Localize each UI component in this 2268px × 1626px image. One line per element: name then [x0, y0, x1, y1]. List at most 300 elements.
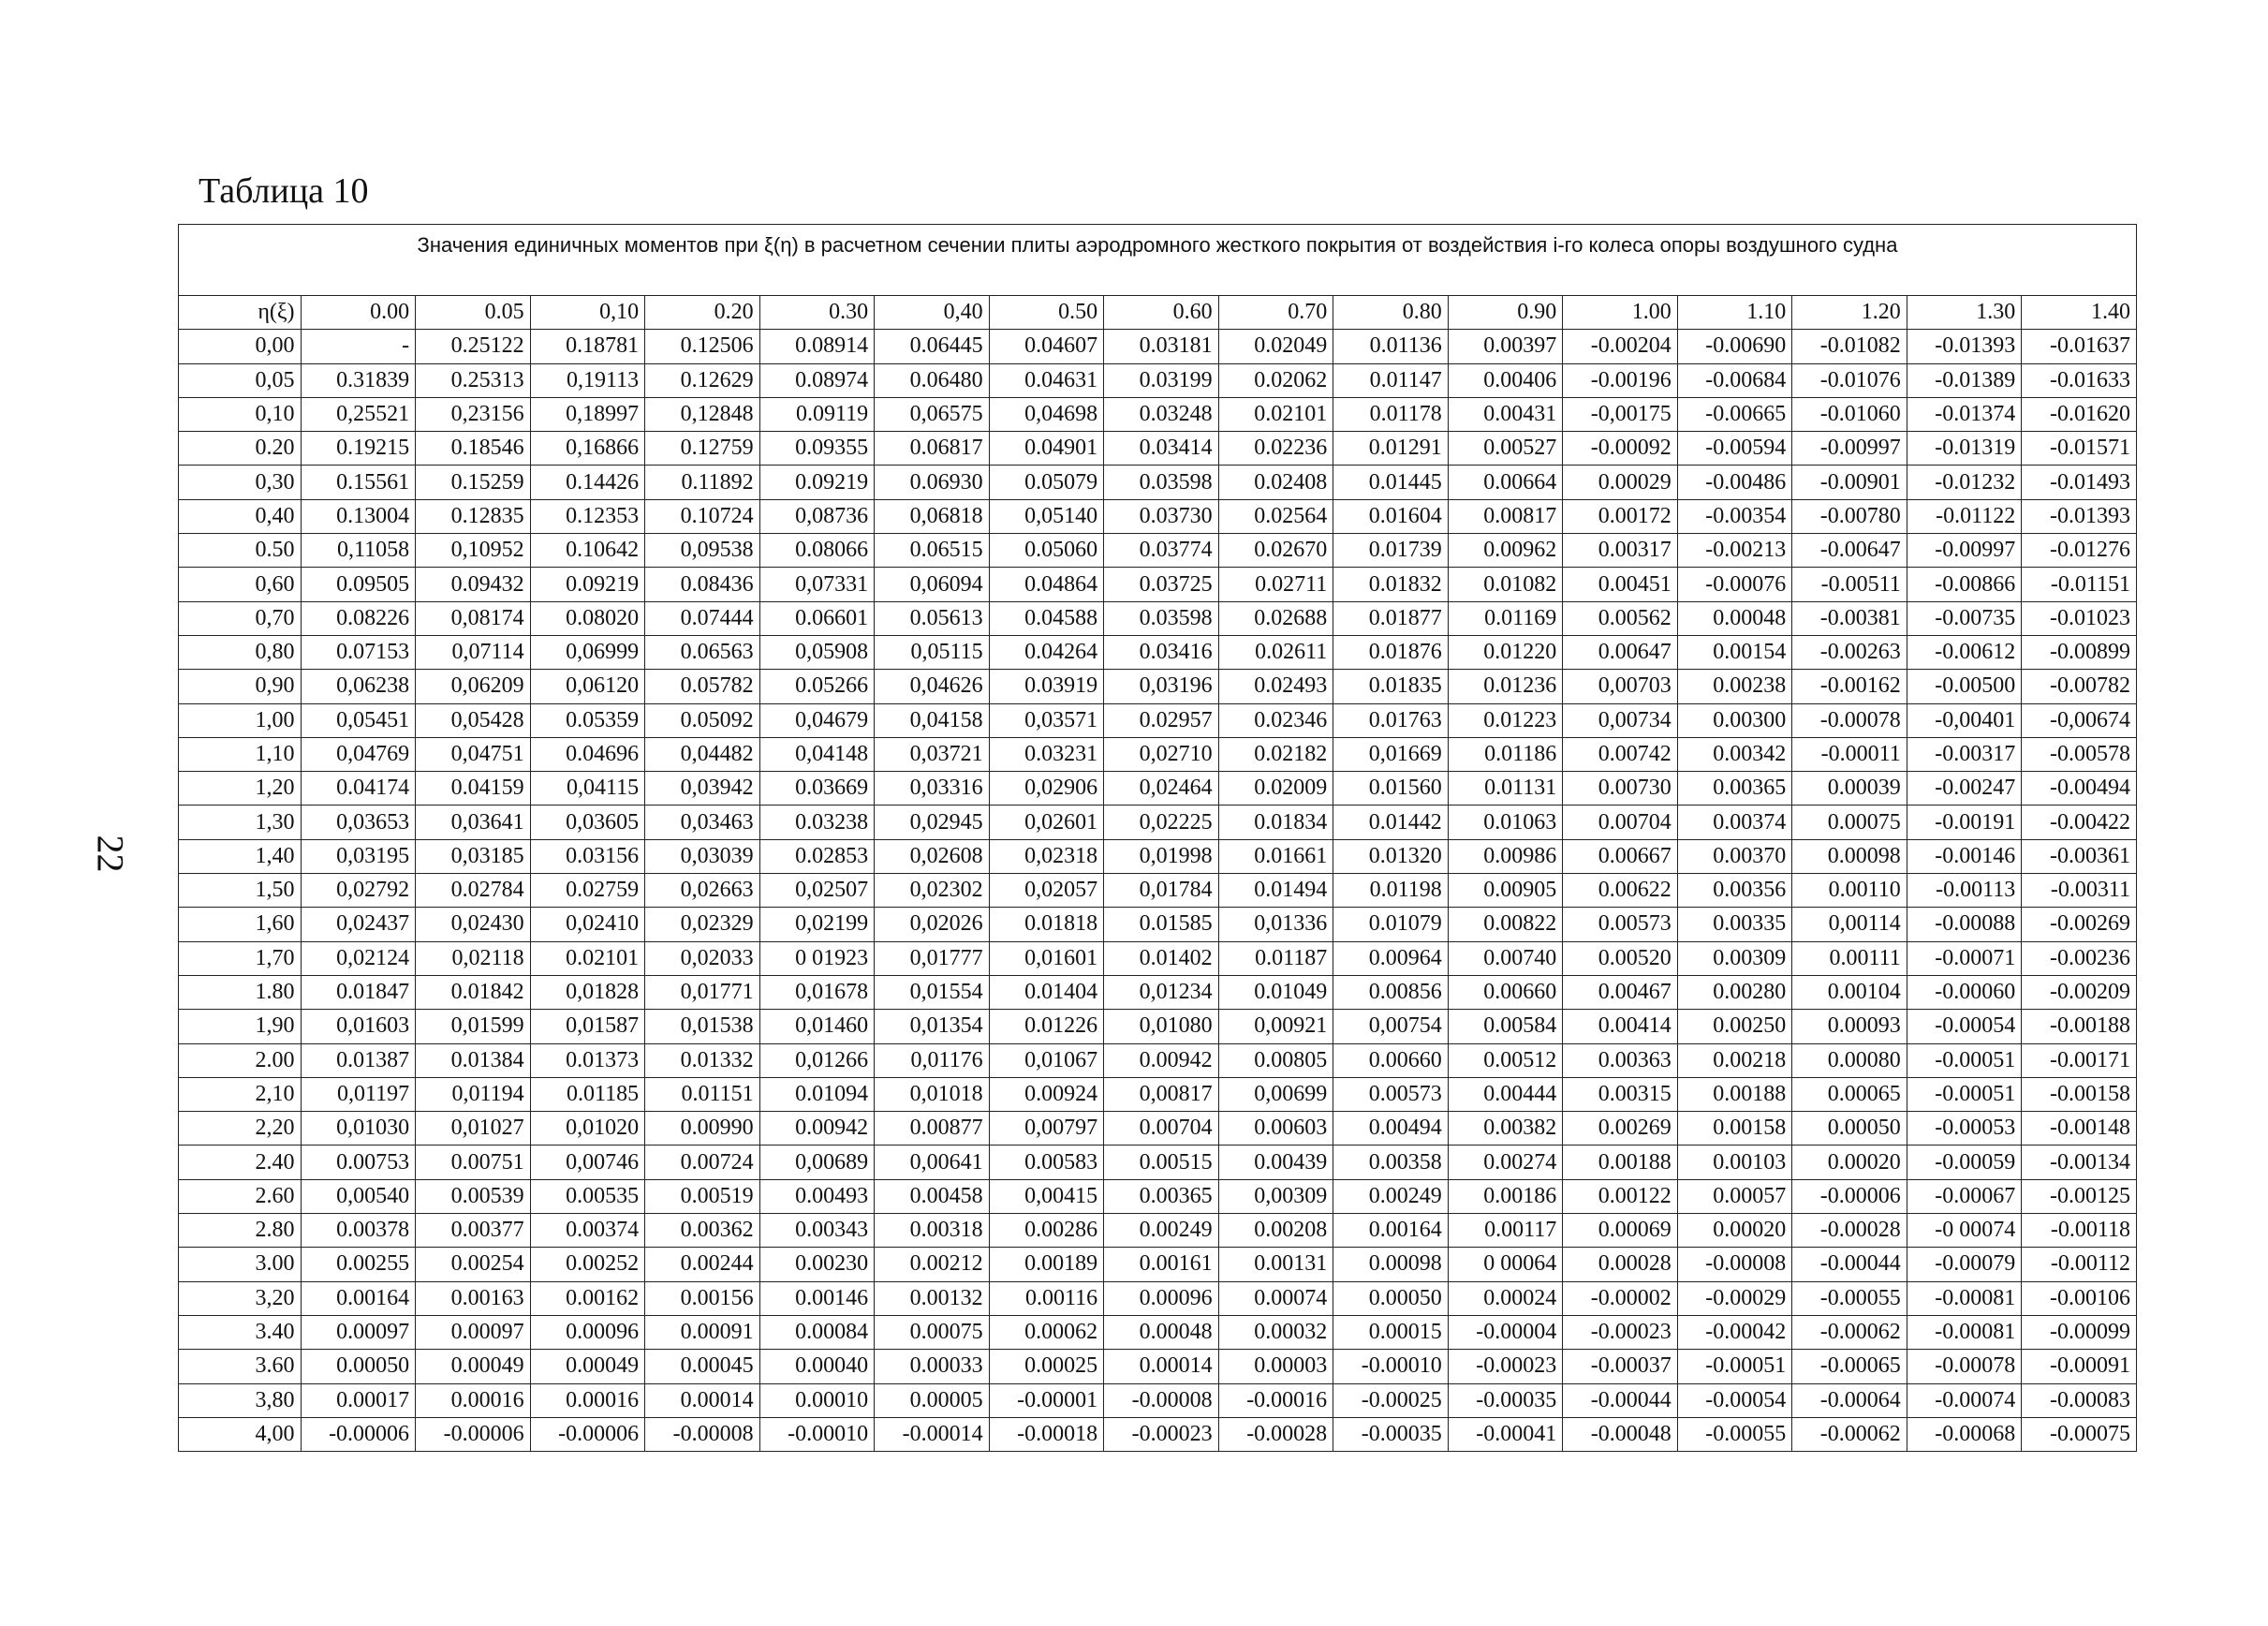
- table-cell: -0.00263: [1792, 635, 1907, 669]
- table-cell: 0.00252: [530, 1248, 645, 1281]
- table-cell: 0.00091: [645, 1315, 760, 1349]
- table-cell: -0.00054: [1907, 1010, 2022, 1043]
- table-cell: 0,18997: [530, 397, 645, 431]
- table-cell: 0,02318: [989, 839, 1104, 873]
- table-cell: 0,03039: [645, 839, 760, 873]
- table-cell: -0.00051: [1677, 1350, 1792, 1383]
- table-caption: Значения единичных моментов при ξ(η) в расчетном сечении плиты аэродромного жесткого покрытия от воздействия i-го колеса опоры воздушного судна: [179, 225, 2137, 296]
- table-cell: 0.02711: [1218, 568, 1333, 601]
- table-cell: 0,02663: [645, 874, 760, 908]
- table-cell: 0.01094: [759, 1077, 875, 1111]
- table-cell: 0.01876: [1333, 635, 1449, 669]
- table-cell: -0.00028: [1792, 1214, 1907, 1248]
- table-cell: -0.00010: [759, 1417, 875, 1451]
- table-cell: 0.00096: [1104, 1281, 1219, 1315]
- column-header: 0.30: [759, 296, 875, 330]
- table-cell: 0,06575: [875, 397, 990, 431]
- table-cell: 0.00131: [1218, 1248, 1333, 1281]
- table-cell: 0.01187: [1218, 941, 1333, 975]
- table-cell: -0.00051: [1907, 1077, 2022, 1111]
- table-cell: -0.00067: [1907, 1179, 2022, 1213]
- row-header: 0,60: [179, 568, 302, 601]
- table-cell: 0.05359: [530, 703, 645, 737]
- table-cell: 0.00660: [1448, 975, 1563, 1009]
- table-cell: -0.00010: [1333, 1350, 1449, 1383]
- table-cell: -0.01060: [1792, 397, 1907, 431]
- table-cell: -0.00125: [2022, 1179, 2137, 1213]
- table-cell: 0.00583: [989, 1146, 1104, 1179]
- table-cell: 0,01018: [875, 1077, 990, 1111]
- table-cell: 0.12353: [530, 499, 645, 533]
- table-cell: 0,02945: [875, 806, 990, 839]
- table-cell: 0,01998: [1104, 839, 1219, 873]
- table-cell: -0.01082: [1792, 330, 1907, 363]
- table-cell: 0,02033: [645, 941, 760, 975]
- table-cell: -0.01620: [2022, 397, 2137, 431]
- table-cell: 0.01373: [530, 1043, 645, 1077]
- table-cell: 0.00016: [530, 1383, 645, 1417]
- row-header: 2.00: [179, 1043, 302, 1077]
- table-cell: 0.00045: [645, 1350, 760, 1383]
- table-row: [179, 806, 2137, 839]
- table-cell: -0.00083: [2022, 1383, 2137, 1417]
- table-cell: 0.00110: [1792, 874, 1907, 908]
- table-cell: 0.00080: [1792, 1043, 1907, 1077]
- column-header: 0.80: [1333, 296, 1449, 330]
- table-cell: 0.00062: [989, 1315, 1104, 1349]
- table-cell: 0.00104: [1792, 975, 1907, 1009]
- corner-header: η(ξ): [179, 296, 302, 330]
- table-cell: 0.01320: [1333, 839, 1449, 873]
- table-cell: 0.00249: [1333, 1179, 1449, 1213]
- table-cell: -0.00053: [1907, 1112, 2022, 1146]
- table-cell: -0.00381: [1792, 601, 1907, 635]
- table-cell: 0.00924: [989, 1077, 1104, 1111]
- table-cell: 0.00363: [1563, 1043, 1678, 1077]
- table-cell: -0.00901: [1792, 466, 1907, 499]
- column-header: 0.00: [301, 296, 416, 330]
- table-cell: 0.01131: [1448, 772, 1563, 806]
- table-cell: -0.00158: [2022, 1077, 2137, 1111]
- table-row: [179, 1043, 2137, 1077]
- table-cell: 0.00535: [530, 1179, 645, 1213]
- table-cell: 0.02062: [1218, 363, 1333, 397]
- table-cell: 0.00704: [1563, 806, 1678, 839]
- column-header: 0.60: [1104, 296, 1219, 330]
- table-cell: -0,00674: [2022, 703, 2137, 737]
- table-row: [179, 568, 2137, 601]
- table-cell: 0.06817: [875, 432, 990, 466]
- table-cell: 0,01460: [759, 1010, 875, 1043]
- table-cell: 0,02906: [989, 772, 1104, 806]
- table-cell: 0.02688: [1218, 601, 1333, 635]
- table-cell: -0 00074: [1907, 1214, 2022, 1248]
- table-cell: -0.01232: [1907, 466, 2022, 499]
- table-cell: 0.00025: [989, 1350, 1104, 1383]
- table-cell: 0,06209: [416, 670, 531, 703]
- table-cell: 0 00064: [1448, 1248, 1563, 1281]
- table-cell: 0,01784: [1104, 874, 1219, 908]
- table-cell: -0.00899: [2022, 635, 2137, 669]
- table-cell: 0,04698: [989, 397, 1104, 431]
- table-cell: 0.00300: [1677, 703, 1792, 737]
- table-cell: -0.00055: [1677, 1417, 1792, 1451]
- table-cell: 0.02009: [1218, 772, 1333, 806]
- table-cell: 0,02410: [530, 908, 645, 941]
- table-cell: 0.00098: [1792, 839, 1907, 873]
- table-cell: 0.00014: [645, 1383, 760, 1417]
- table-cell: 0.01404: [989, 975, 1104, 1009]
- table-cell: 0.15561: [301, 466, 416, 499]
- table-cell: 0.06563: [645, 635, 760, 669]
- table-cell: -0.00035: [1448, 1383, 1563, 1417]
- table-cell: -0.00188: [2022, 1010, 2137, 1043]
- table-cell: 0.05266: [759, 670, 875, 703]
- table-label: Таблица 10: [199, 171, 369, 211]
- table-cell: 0.02182: [1218, 737, 1333, 771]
- table-cell: 0,02225: [1104, 806, 1219, 839]
- table-cell: 0,02437: [301, 908, 416, 941]
- table-cell: 0.01835: [1333, 670, 1449, 703]
- table-cell: 0,19113: [530, 363, 645, 397]
- table-cell: -0.00023: [1448, 1350, 1563, 1383]
- table-cell: -0.00578: [2022, 737, 2137, 771]
- table-cell: 0,03196: [1104, 670, 1219, 703]
- table-cell: 0.00730: [1563, 772, 1678, 806]
- table-cell: 0.01332: [645, 1043, 760, 1077]
- table-cell: 0.00122: [1563, 1179, 1678, 1213]
- table-cell: -0.00486: [1677, 466, 1792, 499]
- table-cell: -0.00055: [1792, 1281, 1907, 1315]
- table-cell: 0.01063: [1448, 806, 1563, 839]
- table-cell: 0.00822: [1448, 908, 1563, 941]
- table-cell: 0.00942: [1104, 1043, 1219, 1077]
- table-cell: 0,08174: [416, 601, 531, 635]
- table-cell: 0.00244: [645, 1248, 760, 1281]
- table-cell: 0.12759: [645, 432, 760, 466]
- table-cell: -: [301, 330, 416, 363]
- table-cell: -0.00113: [1907, 874, 2022, 908]
- table-cell: 0.01402: [1104, 941, 1219, 975]
- table-cell: 0.02784: [416, 874, 531, 908]
- table-cell: 0.01384: [416, 1043, 531, 1077]
- table-cell: 0.01147: [1333, 363, 1449, 397]
- table-cell: -0.01319: [1907, 432, 2022, 466]
- table-cell: 0,00699: [1218, 1077, 1333, 1111]
- table-cell: 0,01538: [645, 1010, 760, 1043]
- table-cell: 0.05782: [645, 670, 760, 703]
- table-cell: 0.06480: [875, 363, 990, 397]
- table-cell: 0.00817: [1448, 499, 1563, 533]
- table-cell: 0.00238: [1677, 670, 1792, 703]
- table-row: [179, 1214, 2137, 1248]
- table-cell: 0.03414: [1104, 432, 1219, 466]
- table-cell: 0,01599: [416, 1010, 531, 1043]
- row-header: 0,00: [179, 330, 302, 363]
- table-cell: 0.01220: [1448, 635, 1563, 669]
- row-header: 3.60: [179, 1350, 302, 1383]
- table-cell: 0.25313: [416, 363, 531, 397]
- table-cell: 0.04264: [989, 635, 1104, 669]
- table-cell: 0.04631: [989, 363, 1104, 397]
- table-cell: -0.00735: [1907, 601, 2022, 635]
- data-table: [178, 224, 2137, 1452]
- table-cell: -0.01571: [2022, 432, 2137, 466]
- table-cell: 0,03316: [875, 772, 990, 806]
- table-row: [179, 1146, 2137, 1179]
- table-cell: -0.00001: [989, 1383, 1104, 1417]
- table-cell: 0.00512: [1448, 1043, 1563, 1077]
- table-cell: 0,01777: [875, 941, 990, 975]
- table-cell: 0.00208: [1218, 1214, 1333, 1248]
- table-row: [179, 1112, 2137, 1146]
- table-cell: -0.00035: [1333, 1417, 1449, 1451]
- table-cell: 0,01336: [1218, 908, 1333, 941]
- table-cell: 0.14426: [530, 466, 645, 499]
- table-cell: -0.00006: [530, 1417, 645, 1451]
- row-header: 1,50: [179, 874, 302, 908]
- table-cell: 0.00016: [416, 1383, 531, 1417]
- table-cell: -0.00091: [2022, 1350, 2137, 1383]
- table-cell: 0.03416: [1104, 635, 1219, 669]
- column-header: 1.00: [1563, 296, 1678, 330]
- table-row: [179, 908, 2137, 941]
- row-header: 2,20: [179, 1112, 302, 1146]
- table-cell: -0.00023: [1104, 1417, 1219, 1451]
- table-cell: 0.01842: [416, 975, 531, 1009]
- table-cell: 0,10952: [416, 534, 531, 568]
- table-cell: 0.12835: [416, 499, 531, 533]
- table-cell: 0,04158: [875, 703, 990, 737]
- table-cell: 0,01194: [416, 1077, 531, 1111]
- table-row: [179, 1179, 2137, 1213]
- table-cell: 0,00540: [301, 1179, 416, 1213]
- table-cell: -0.00028: [1218, 1417, 1333, 1451]
- table-cell: 0,02710: [1104, 737, 1219, 771]
- table-cell: 0.00172: [1563, 499, 1678, 533]
- table-cell: 0.04588: [989, 601, 1104, 635]
- table-cell: 0,12848: [645, 397, 760, 431]
- table-cell: 0,03641: [416, 806, 531, 839]
- table-cell: -0.00500: [1907, 670, 2022, 703]
- row-header: 0,70: [179, 601, 302, 635]
- table-cell: 0.00397: [1448, 330, 1563, 363]
- table-cell: 0.00667: [1563, 839, 1678, 873]
- row-header: 0,90: [179, 670, 302, 703]
- table-cell: 0.00040: [759, 1350, 875, 1383]
- table-cell: 0.00905: [1448, 874, 1563, 908]
- table-cell: -0.00134: [2022, 1146, 2137, 1179]
- table-row: [179, 363, 2137, 397]
- table-cell: 0.01136: [1333, 330, 1449, 363]
- table-cell: -0.00079: [1907, 1248, 2022, 1281]
- table-row: [179, 703, 2137, 737]
- table-cell: -0.00041: [1448, 1417, 1563, 1451]
- table-cell: 0.00573: [1333, 1077, 1449, 1111]
- table-cell: 0.00382: [1448, 1112, 1563, 1146]
- row-header: 1,90: [179, 1010, 302, 1043]
- table-cell: -0.00016: [1218, 1383, 1333, 1417]
- table-cell: 0.01847: [301, 975, 416, 1009]
- table-cell: 0.00742: [1563, 737, 1678, 771]
- table-cell: 0.02564: [1218, 499, 1333, 533]
- table-cell: 0.04159: [416, 772, 531, 806]
- row-header: 2.80: [179, 1214, 302, 1248]
- table-cell: 0.00317: [1563, 534, 1678, 568]
- table-cell: 0,01027: [416, 1112, 531, 1146]
- column-header: 0.05: [416, 296, 531, 330]
- table-cell: 0,04115: [530, 772, 645, 806]
- table-cell: -0.01151: [2022, 568, 2137, 601]
- table-row: [179, 466, 2137, 499]
- table-cell: 0.03181: [1104, 330, 1219, 363]
- row-header: 2.60: [179, 1179, 302, 1213]
- table-cell: -0.00059: [1907, 1146, 2022, 1179]
- table-cell: -0.00191: [1907, 806, 2022, 839]
- table-cell: 0,03942: [645, 772, 760, 806]
- table-cell: 0.02759: [530, 874, 645, 908]
- table-cell: 0.08226: [301, 601, 416, 635]
- table-cell: 0.02236: [1218, 432, 1333, 466]
- table-cell: 0.00032: [1218, 1315, 1333, 1349]
- table-cell: 0,03185: [416, 839, 531, 873]
- table-row: [179, 941, 2137, 975]
- table-cell: 0.00048: [1104, 1315, 1219, 1349]
- table-cell: 0.00146: [759, 1281, 875, 1315]
- table-cell: 0,02430: [416, 908, 531, 941]
- table-cell: 0.00962: [1448, 534, 1563, 568]
- table-cell: 0.03199: [1104, 363, 1219, 397]
- table-cell: 0.00024: [1448, 1281, 1563, 1315]
- table-cell: 0.00573: [1563, 908, 1678, 941]
- column-header: 0.70: [1218, 296, 1333, 330]
- table-cell: 0,02026: [875, 908, 990, 941]
- table-cell: 0.00015: [1333, 1315, 1449, 1349]
- row-header: 3.00: [179, 1248, 302, 1281]
- column-header: 0,40: [875, 296, 990, 330]
- table-cell: 0.00075: [875, 1315, 990, 1349]
- table-cell: -0.00782: [2022, 670, 2137, 703]
- table-cell: -0.00078: [1907, 1350, 2022, 1383]
- table-cell: -0.00044: [1792, 1248, 1907, 1281]
- table-cell: -0.00997: [1792, 432, 1907, 466]
- table-cell: 0,03653: [301, 806, 416, 839]
- table-cell: -0.01393: [1907, 330, 2022, 363]
- table-cell: 0,02124: [301, 941, 416, 975]
- table-cell: -0.00002: [1563, 1281, 1678, 1315]
- table-cell: 0.07444: [645, 601, 760, 635]
- table-cell: -0,00175: [1563, 397, 1678, 431]
- table-cell: 0.00049: [530, 1350, 645, 1383]
- table-cell: 0.00444: [1448, 1077, 1563, 1111]
- table-cell: 0.07153: [301, 635, 416, 669]
- table-cell: 0,02792: [301, 874, 416, 908]
- table-cell: -0.00866: [1907, 568, 2022, 601]
- table-cell: 0.00704: [1104, 1112, 1219, 1146]
- table-cell: 0.03774: [1104, 534, 1219, 568]
- table-cell: 0.13004: [301, 499, 416, 533]
- table-cell: 0.01818: [989, 908, 1104, 941]
- column-header: 1.10: [1677, 296, 1792, 330]
- table-cell: 0.09219: [530, 568, 645, 601]
- table-cell: 0,05115: [875, 635, 990, 669]
- table-cell: 0.06930: [875, 466, 990, 499]
- table-row: [179, 499, 2137, 533]
- table-cell: 0,05908: [759, 635, 875, 669]
- table-cell: 0.03248: [1104, 397, 1219, 431]
- table-cell: -0.00099: [2022, 1315, 2137, 1349]
- table-cell: 0.00451: [1563, 568, 1678, 601]
- table-cell: -0.00076: [1677, 568, 1792, 601]
- table-cell: 0.00188: [1677, 1077, 1792, 1111]
- table-row: [179, 874, 2137, 908]
- table-cell: 0,06999: [530, 635, 645, 669]
- table-cell: 0.00020: [1792, 1146, 1907, 1179]
- table-cell: 0.01236: [1448, 670, 1563, 703]
- table-cell: 0.09432: [416, 568, 531, 601]
- table-cell: 0,02464: [1104, 772, 1219, 806]
- table-cell: 0.12629: [645, 363, 760, 397]
- table-cell: 0.00039: [1792, 772, 1907, 806]
- table-cell: 0,07331: [759, 568, 875, 601]
- table-cell: -0.00213: [1677, 534, 1792, 568]
- table-cell: 0.01387: [301, 1043, 416, 1077]
- table-cell: 0.00189: [989, 1248, 1104, 1281]
- table-cell: 0.00377: [416, 1214, 531, 1248]
- table-cell: 0.00494: [1333, 1112, 1449, 1146]
- table-cell: 0.01178: [1333, 397, 1449, 431]
- table-cell: -0.00247: [1907, 772, 2022, 806]
- table-cell: 0.03725: [1104, 568, 1219, 601]
- table-cell: 0,01678: [759, 975, 875, 1009]
- table-cell: 0.00117: [1448, 1214, 1563, 1248]
- table-cell: 0.04901: [989, 432, 1104, 466]
- table-cell: 0,00754: [1333, 1010, 1449, 1043]
- table-cell: 0.00048: [1677, 601, 1792, 635]
- table-cell: -0.00008: [1104, 1383, 1219, 1417]
- table-cell: 0.08066: [759, 534, 875, 568]
- table-cell: -0.01076: [1792, 363, 1907, 397]
- table-cell: 0.05079: [989, 466, 1104, 499]
- table-cell: -0.00204: [1563, 330, 1678, 363]
- table-cell: 0.00005: [875, 1383, 990, 1417]
- table-cell: 0,01354: [875, 1010, 990, 1043]
- table-cell: 0,02199: [759, 908, 875, 941]
- table-cell: 0.01494: [1218, 874, 1333, 908]
- table-cell: 0.00458: [875, 1179, 990, 1213]
- column-header: 0.20: [645, 296, 760, 330]
- table-cell: 0.00050: [1333, 1281, 1449, 1315]
- table-cell: 0.19215: [301, 432, 416, 466]
- table-row: [179, 1248, 2137, 1281]
- table-cell: 0.15259: [416, 466, 531, 499]
- table-cell: -0.00048: [1563, 1417, 1678, 1451]
- table-cell: 0.01661: [1218, 839, 1333, 873]
- table-cell: 0.00805: [1218, 1043, 1333, 1077]
- table-cell: 0,03721: [875, 737, 990, 771]
- column-header: 1.30: [1907, 296, 2022, 330]
- table-cell: 0.00250: [1677, 1010, 1792, 1043]
- table-cell: 0,01601: [989, 941, 1104, 975]
- table-cell: -0.00074: [1907, 1383, 2022, 1417]
- table-cell: 0.02957: [1104, 703, 1219, 737]
- table-cell: 0,00734: [1563, 703, 1678, 737]
- row-header: 0,40: [179, 499, 302, 533]
- table-cell: 0,08736: [759, 499, 875, 533]
- table-cell: 0,02608: [875, 839, 990, 873]
- table-cell: 0.00218: [1677, 1043, 1792, 1077]
- table-cell: 0.00097: [416, 1315, 531, 1349]
